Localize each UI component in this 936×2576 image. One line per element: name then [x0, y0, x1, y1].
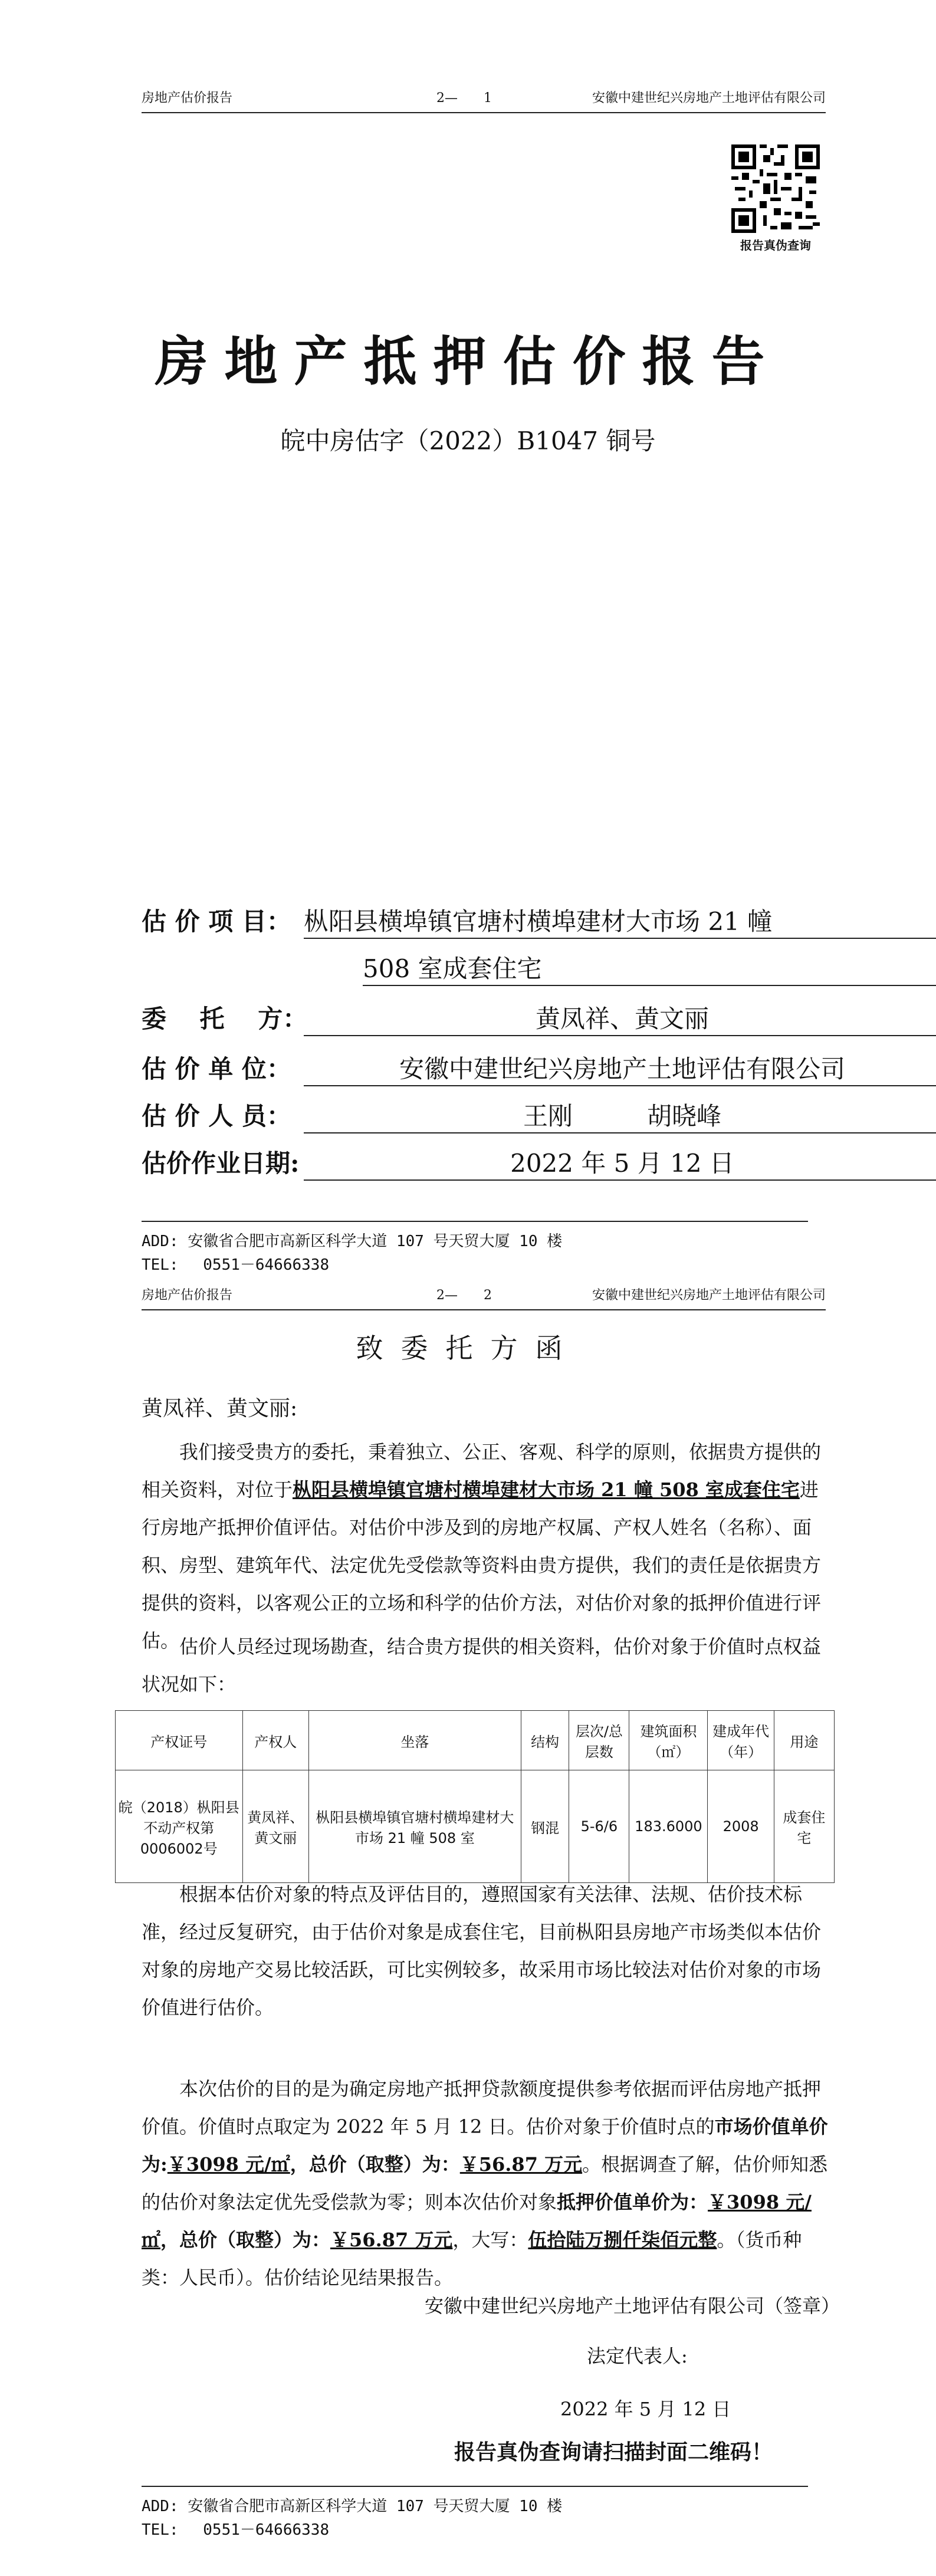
appraiser-value: 王刚 胡晓峰	[304, 1097, 936, 1133]
date-value: 2022 年 5 月 12 日	[304, 1144, 936, 1181]
paragraph-4	[142, 2070, 829, 2296]
unit-label: 估 价 单 位：	[142, 1054, 291, 1083]
p4-amount-in-words: 伍拾陆万捌仟柒佰元整	[528, 2229, 717, 2251]
p1-text-c: 进行房地产抵押价值评估。对估价中涉及到的房地产权属、产权人姓名（名称）、面积、房型、建筑年代、法定优先受偿款等资料由贵方提供，我们的责任是依据贵方提供的资料，以客观公正的立场和科学的估价方法，对估价对象的抵押价值进行评估。	[142, 1478, 822, 1652]
paragraph-3: 根据本估价对象的特点及评估目的，遵照国家有关法律、法规、估价技术标准，经过反复研究，由于估价对象是成套住宅，目前枞阳县房地产市场类似本估价对象的房地产交易比较活跃，可比实例较多，故采用市场比较法对估价对象的市场价值进行估价。	[142, 1883, 822, 2019]
table-cell: 枞阳县横埠镇官塘村横埠建材大市场 21 幢 508 室	[308, 1770, 521, 1883]
letter-page	[0, 1286, 936, 2576]
p4-text-a: 本次估价的目的是为确定房地产抵押贷款额度提供参考依据而评估房地产抵押价值。价值时点取定为 2022 年 5 月 12 日。估价对象于价值时点的	[142, 2078, 822, 2138]
footer-address: ADD: 安徽省合肥市高新区科学大道 107 号天贸大厦 10 楼	[142, 2498, 563, 2515]
footer-divider	[142, 2486, 808, 2487]
table-cell: 183.6000	[629, 1770, 708, 1883]
p4-mortgage-unit-price: ￥3098 元/㎡	[142, 2191, 812, 2251]
table-header: 产权证号	[116, 1711, 243, 1770]
p1-property-address: 枞阳县横埠镇官塘村横埠建材大市场 21 幢 508 室成套住宅	[293, 1478, 800, 1501]
p4-market-unit-label: 市场价值单价为:	[142, 2115, 828, 2176]
paragraph-2: 估价人员经过现场勘查，结合贵方提供的相关资料，估价对象于价值时点权益状况如下：	[142, 1635, 822, 1696]
qr-code-icon[interactable]	[731, 144, 820, 233]
header-right: 安徽中建世纪兴房地产土地评估有限公司	[592, 1288, 826, 1303]
p4-text-m: 。（货币种类：人民币）。估价结论见结果报告。	[142, 2229, 802, 2289]
footer-address: ADD: 安徽省合肥市高新区科学大道 107 号天贸大厦 10 楼	[142, 1233, 563, 1250]
table-cell: 钢混	[521, 1770, 569, 1883]
project-value-line1: 枞阳县横埠镇官塘村横埠建材大市场 21 幢	[304, 902, 936, 939]
p4-text-f: 。根据调查了解，估价师知悉的估价对象法定优先受偿款为零；则本次估价对象	[142, 2153, 828, 2213]
p4-market-total-price: ￥56.87 万元	[459, 2153, 583, 2176]
table-header: 建筑面积（㎡）	[629, 1711, 708, 1770]
table-header: 产权人	[242, 1711, 308, 1770]
letter-title: 致委托方函	[356, 1332, 580, 1364]
cover-page	[0, 0, 936, 1286]
letter-greeting: 黄凤祥、黄文丽:	[142, 1397, 298, 1421]
footer	[142, 1230, 562, 1277]
signature-representative: 法定代表人:	[587, 2345, 688, 2367]
table-header-row	[116, 1711, 835, 1770]
header-left: 房地产估价报告	[142, 91, 233, 106]
table-header: 坐落	[308, 1711, 521, 1770]
header-right: 安徽中建世纪兴房地产土地评估有限公司	[592, 91, 826, 106]
p4-market-unit-price: ￥3098 元/㎡	[167, 2153, 290, 2176]
table-header: 结构	[521, 1711, 569, 1770]
signature-date: 2022 年 5 月 12 日	[560, 2398, 731, 2420]
header-page-number: 2— 2	[436, 1288, 492, 1303]
p4-mortgage-total-label: ，总价（取整）为：	[160, 2229, 331, 2251]
client-value: 黄凤祥、黄文丽	[304, 1000, 936, 1036]
report-title: 房地产抵押估价报告	[155, 330, 781, 393]
footer-tel: TEL: 0551－64666338	[142, 1256, 330, 1274]
footer-divider	[142, 1221, 808, 1222]
header-left: 房地产估价报告	[142, 1288, 233, 1303]
verify-note: 报告真伪查询请扫描封面二维码！	[454, 2440, 773, 2465]
table-cell: 黄凤祥、黄文丽	[242, 1770, 308, 1883]
table-cell: 成套住宅	[774, 1770, 834, 1883]
client-label: 委 托 方：	[142, 1004, 308, 1033]
page-header	[142, 1274, 826, 1310]
table-header: 层次/总层数	[569, 1711, 629, 1770]
report-number: 皖中房估字（2022）B1047 铜号	[280, 426, 656, 455]
header-page-number: 2— 1	[436, 91, 492, 106]
table-row	[116, 1770, 835, 1883]
qr-caption: 报告真伪查询	[740, 238, 811, 252]
project-value-line2: 508 室成套住宅	[363, 949, 936, 986]
unit-value: 安徽中建世纪兴房地产土地评估有限公司	[304, 1050, 936, 1086]
appraiser-label: 估 价 人 员：	[142, 1102, 291, 1131]
footer-tel: TEL: 0551－64666338	[142, 2521, 330, 2539]
table-header: 用途	[774, 1711, 834, 1770]
p4-text-k: ，大写：	[452, 2229, 528, 2251]
table-cell: 2008	[708, 1770, 774, 1883]
p4-market-total-label: ，总价（取整）为：	[290, 2153, 460, 2176]
table-header: 建成年代（年）	[708, 1711, 774, 1770]
date-label: 估价作业日期:	[142, 1149, 300, 1178]
p4-mortgage-unit-label: 抵押价值单价为：	[557, 2191, 708, 2213]
p4-mortgage-total-price: ￥56.87 万元	[330, 2229, 453, 2251]
page-header	[142, 77, 826, 113]
project-label: 估 价 项 目：	[142, 907, 291, 936]
table-cell: 皖（2018）枞阳县不动产权第0006002号	[116, 1770, 243, 1883]
p1-text-a: 我们接受贵方的委托，秉着独立、公正、客观、科学的原则，依据贵方提供的相关资料，对位于	[142, 1441, 822, 1501]
signature-company: 安徽中建世纪兴房地产土地评估有限公司（签章）	[425, 2295, 840, 2317]
paragraph-1	[142, 1433, 829, 1660]
property-table	[115, 1710, 835, 1883]
table-cell: 5-6/6	[569, 1770, 629, 1883]
footer	[142, 2495, 562, 2542]
